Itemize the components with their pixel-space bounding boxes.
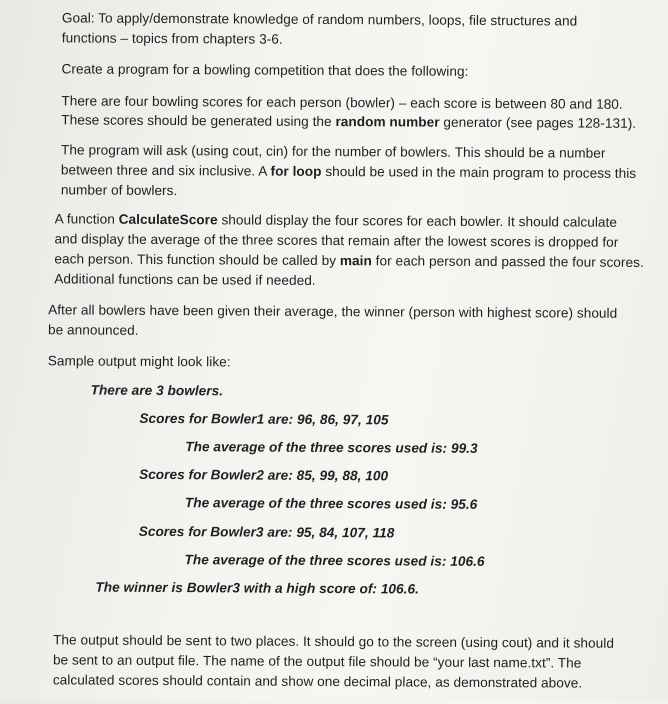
sample-bowler2-average: The average of the three scores used is: 95.6 (184, 495, 478, 512)
p1-line-1: There are four bowling scores for each person (bowler) – each score is between 80 and 180. (61, 93, 623, 112)
p2-line-3: number of bowlers. (60, 182, 178, 199)
intro-text: Create a program for a bowling competition that does the following: (61, 61, 469, 79)
p4-line-2: be announced. (47, 322, 139, 338)
p3-line-2: and display the average of the three scores that remain after the lowest scores is dropped for (54, 231, 619, 250)
sample-winner: The winner is Bowler3 with a high score of: 106.6. (95, 579, 420, 597)
p3-line-4: Additional functions can be used if needed. (54, 271, 316, 288)
goal-line-2: functions – topics from chapters 3-6. (61, 30, 283, 47)
goal-line-1: Goal: To apply/demonstrate knowledge of random numbers, loops, file structures and (61, 10, 578, 29)
p5-line-3: calculated scores should contain and show one decimal place, as demonstrated above. (52, 672, 583, 691)
sample-bowler2-scores: Scores for Bowler2 are: 85, 99, 88, 100 (139, 466, 389, 484)
sample-bowler1-scores: Scores for Bowler1 are: 96, 86, 97, 105 (139, 410, 389, 428)
p2-line-1: The program will ask (using cout, cin) for the number of bowlers. This should be a number (61, 142, 606, 161)
p4-line-1: After all bowlers have been given their average, the winner (person with highest score) should (48, 302, 618, 321)
sample-bowler3-average: The average of the three scores used is: 106.6 (184, 552, 485, 569)
p3-line-3: each person. This function should be called by main for each person and passed the four scores. (54, 251, 644, 270)
p2-line-2: between three and six inclusive. A for loop should be used in the main program to process this (60, 162, 637, 181)
p5-line-1: The output should be sent to two places. It should go to the screen (using cout) and it should (53, 632, 615, 651)
p3-line-1: A function CalculateScore should display the four scores for each bowler. It should calculate (54, 211, 618, 230)
sample-bowler1-average: The average of the three scores used is: 99.3 (185, 439, 478, 456)
p5-line-2: be sent to an output file. The name of the output file should be “your last name.txt”. The (52, 652, 582, 671)
p1-line-2: These scores should be generated using the random number generator (see pages 128-131). (61, 112, 637, 131)
sample-bowler3-scores: Scores for Bowler3 are: 95, 84, 107, 118 (138, 523, 395, 541)
sample-intro: Sample output might look like: (47, 353, 231, 370)
sample-bowler-count: There are 3 bowlers. (90, 382, 224, 399)
